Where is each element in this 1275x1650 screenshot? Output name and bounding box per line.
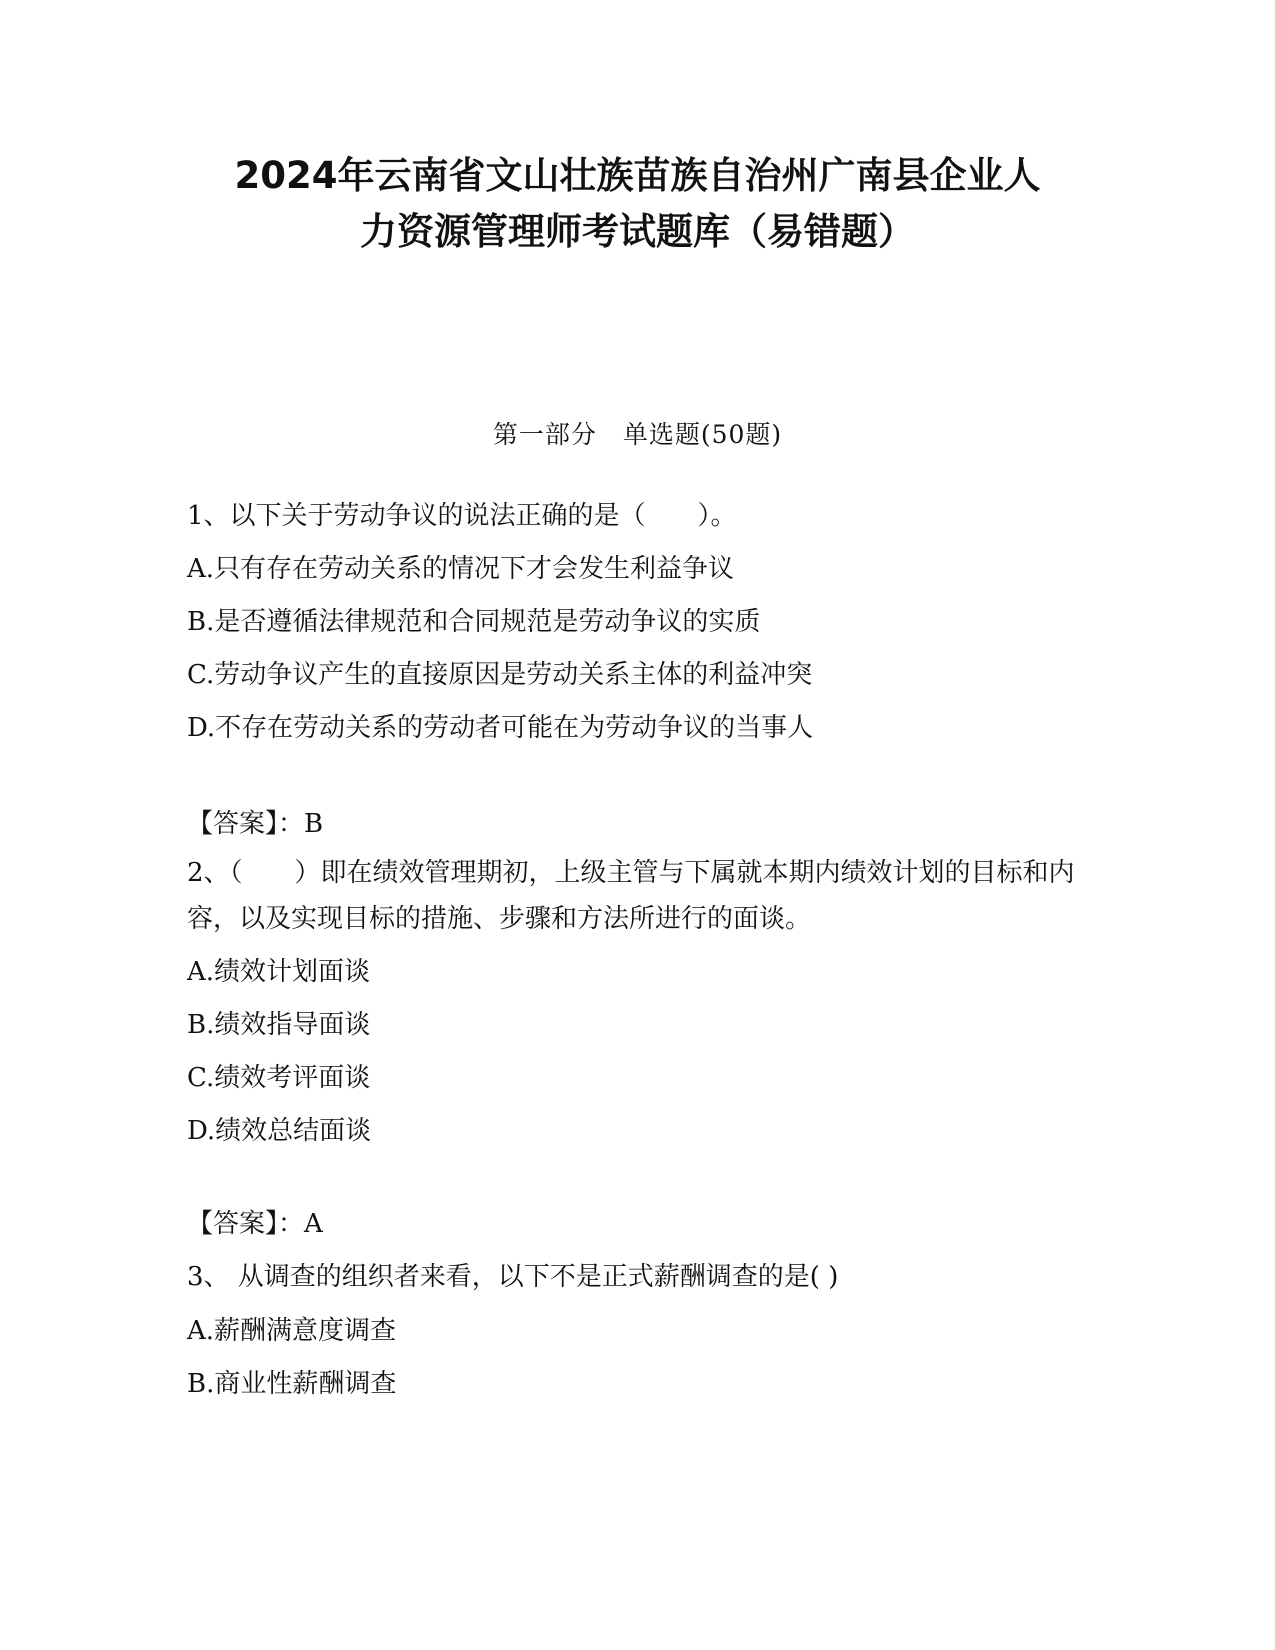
question-3-option-b: B.商业性薪酬调查: [187, 1369, 397, 1399]
title-line-1: 2024年云南省文山壮族苗族自治州广南县企业人: [234, 154, 1041, 197]
question-2-option-c: C.绩效考评面谈: [187, 1063, 371, 1093]
question-1-answer: 【答案】：B: [187, 809, 324, 839]
question-2-option-b: B.绩效指导面谈: [187, 1010, 371, 1040]
question-2-stem: 2、（ ）即在绩效管理期初，上级主管与下属就本期内绩效计划的目标和内容，以及实现目标的措施、步骤和方法所进行的面谈。: [187, 858, 1075, 934]
document-title: [140, 148, 1135, 260]
question-3-option-a: A.薪酬满意度调查: [187, 1316, 397, 1346]
section-heading: 第一部分 单选题(50题): [492, 420, 783, 449]
question-1-option-c: C.劳动争议产生的直接原因是劳动关系主体的利益冲突: [187, 660, 813, 690]
question-1-stem: 1、以下关于劳动争议的说法正确的是（ ）。: [187, 501, 737, 531]
question-1-option-b: B.是否遵循法律规范和合同规范是劳动争议的实质: [187, 607, 761, 637]
question-2-option-a: A.绩效计划面谈: [187, 957, 371, 987]
question-1-option-a: A.只有存在劳动关系的情况下才会发生利益争议: [187, 554, 735, 584]
question-2-answer: 【答案】：A: [187, 1209, 323, 1239]
question-2-option-d: D.绩效总结面谈: [187, 1116, 372, 1146]
question-1-option-d: D.不存在劳动关系的劳动者可能在为劳动争议的当事人: [187, 713, 814, 743]
question-3-stem: 3、 从调查的组织者来看，以下不是正式薪酬调查的是( ): [187, 1262, 839, 1292]
title-line-2: 力资源管理师考试题库（易错题）: [360, 210, 915, 253]
